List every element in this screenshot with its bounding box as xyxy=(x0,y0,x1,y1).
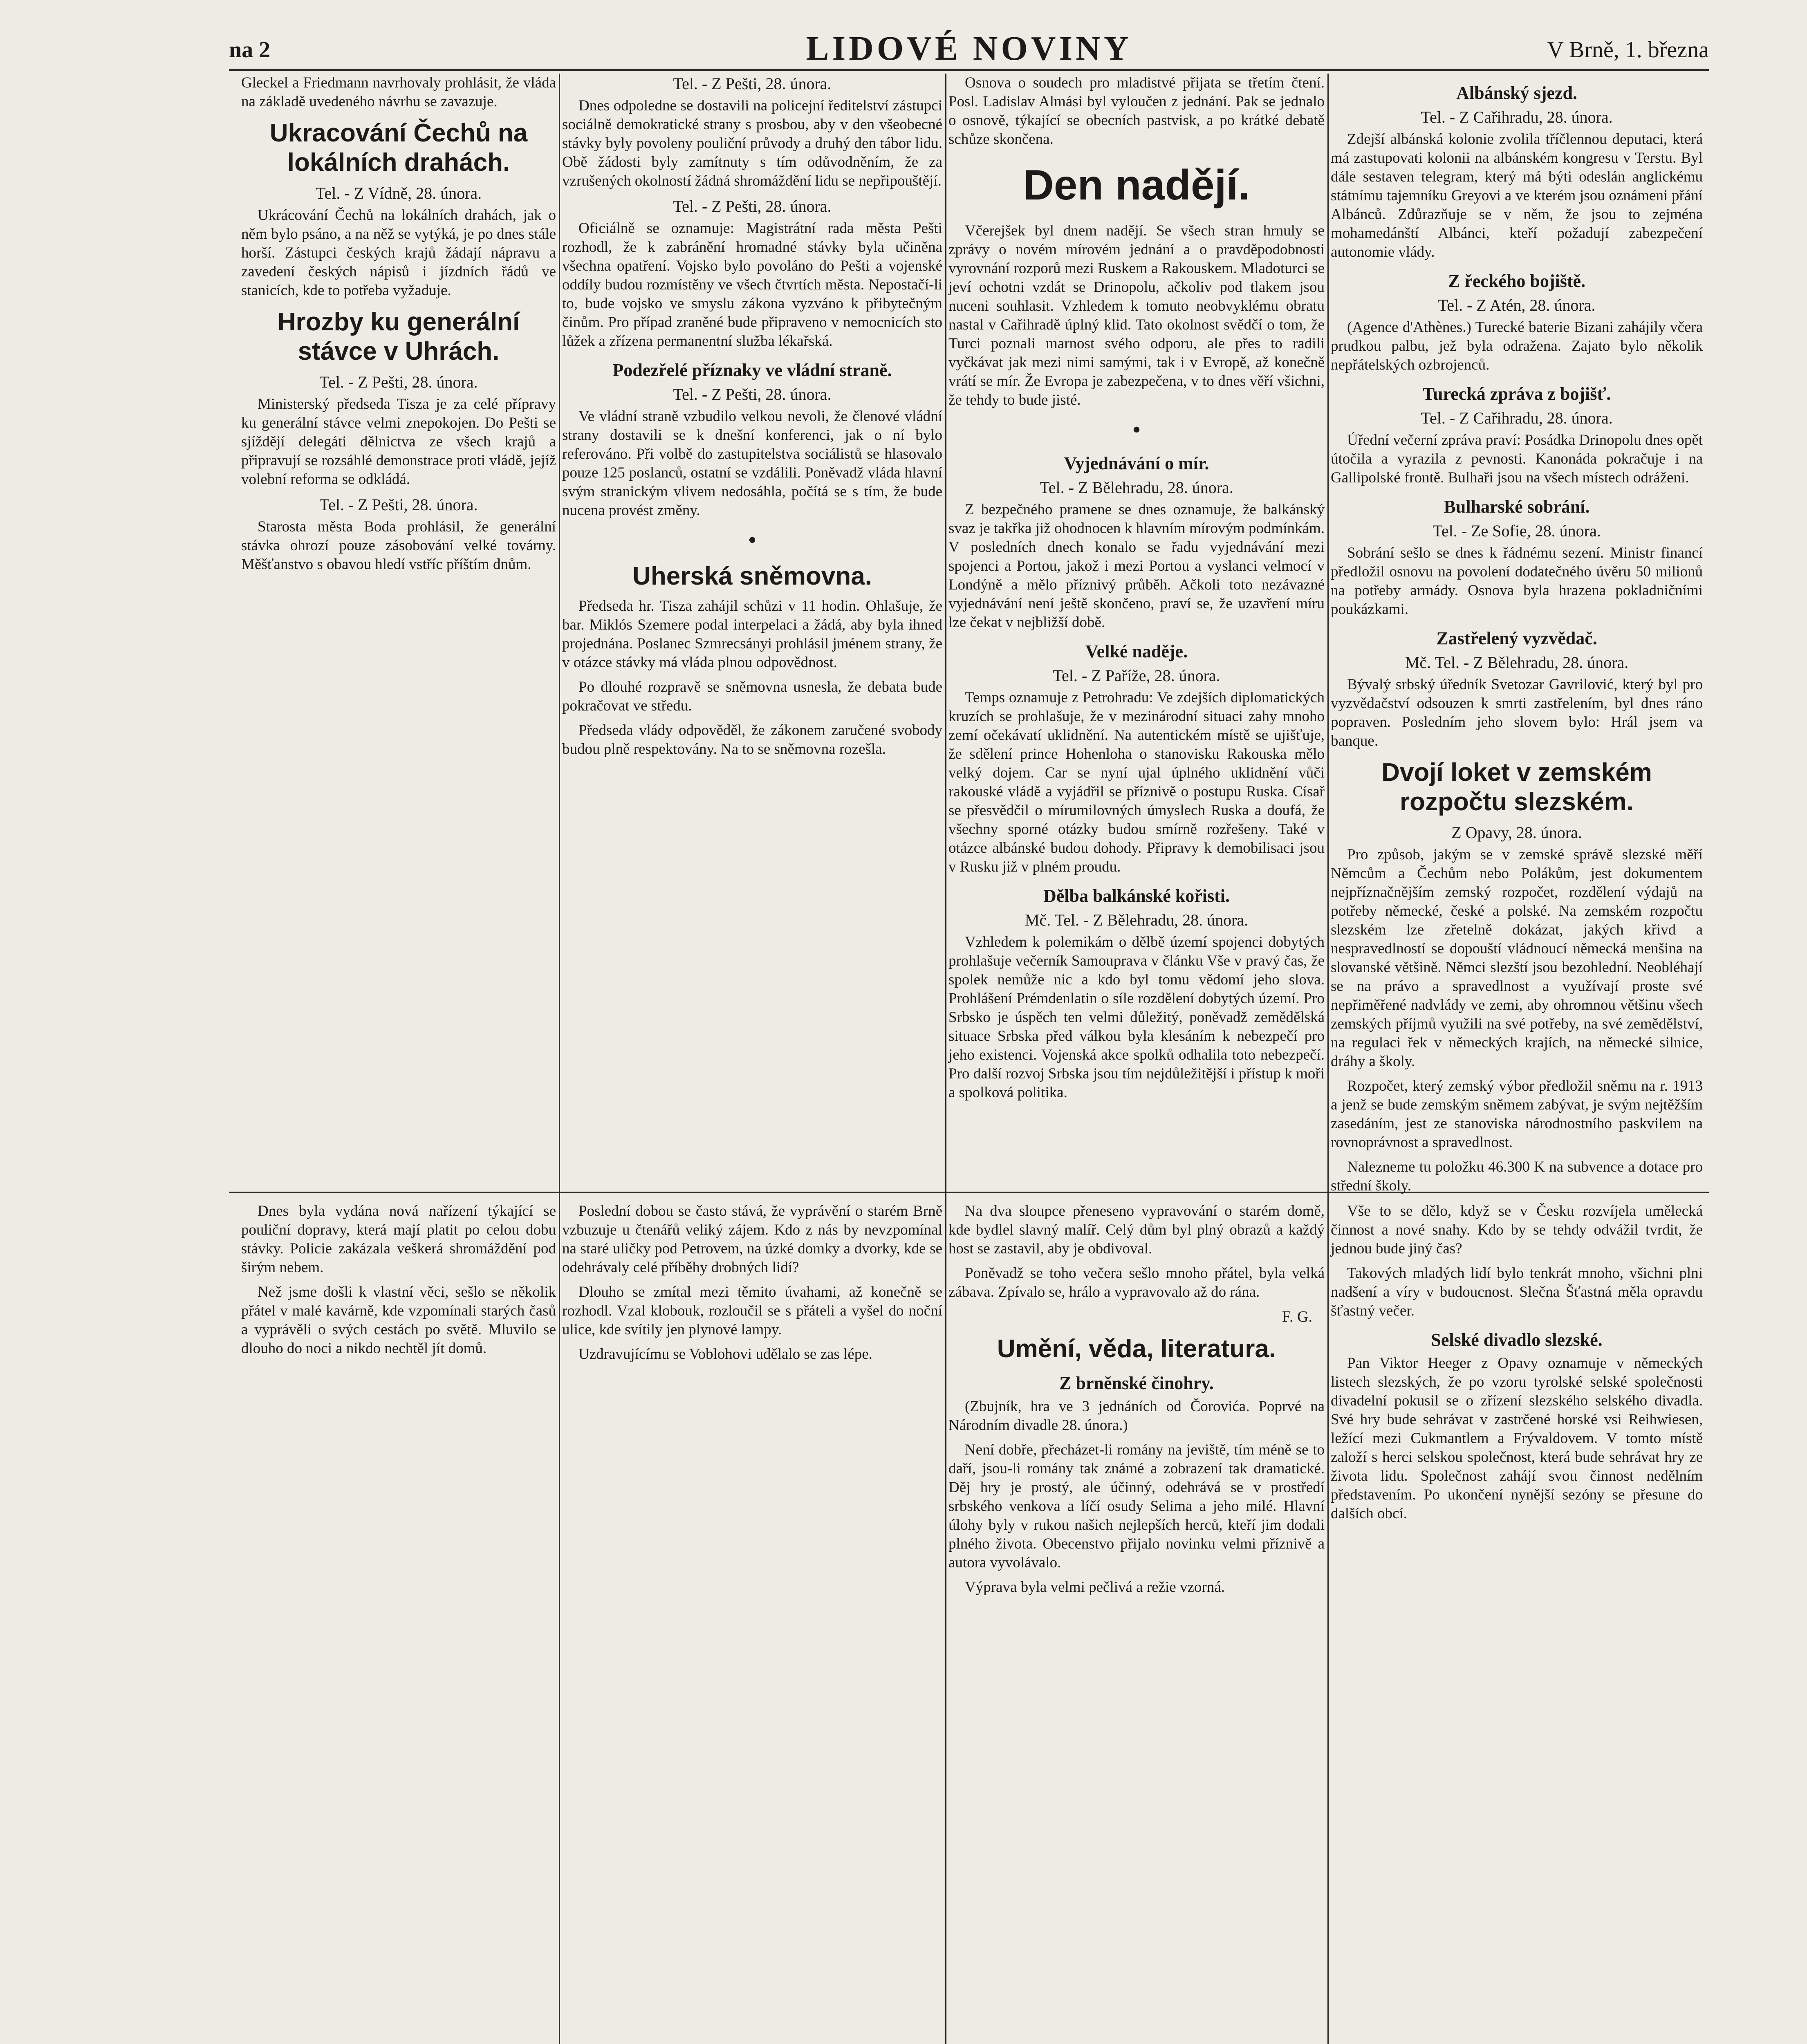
article-text: Temps oznamuje z Petrohradu: Ve zdejších diplomatických kruzích se prohlašuje, že v mezinárodní situaci zahy mnoho zemí očekávatí uklidnění. Na autentickém místě se ujišťuje, že sdělení prince Hohenloha o stanovisku Rakouska mělo velký dojem. Car se nyní ujal úplného uklidnění vůči rakouské vládě a vyjádřil se příznivě o postupu Ruska. Císař se přesvědčil o mírumilovných úmyslech Ruska a doufá, že všechny sporné otázky budou smírně rozřešeny. Také v otázce albánské budou dohody. Připravy k demobilisaci jsou v Rusku již v plném proudu. xyxy=(948,689,1325,875)
article-text: Ukrácování Čechů na lokálních drahách, jak o něm bylo psáno, a na něž se vytýká, je po dnes stále horší. Zástupci českých krajů žádají nápravu a zavedení českých nápisů i jízdních řádů ve stanicích, kde to potřeba vyžaduje. xyxy=(241,207,556,299)
headline: Den nadějí. xyxy=(1023,161,1250,209)
dateline: Tel. - Z Cařihradu, 28. února. xyxy=(1421,108,1613,126)
article-text: Poslední dobou se často stává, že vyprávění o starém Brně vzbuzuje u čtenářů veliký zájem. Kdo z nás by nevzpomínal na staré uličky pod Petrovem, na úzké domky a dvorky, kde se odehrávaly celé příběhy drobných lidí? xyxy=(562,1203,942,1276)
article-text: Starosta města Boda prohlásil, že generální stávka ohrozí pouze zásobování velké továrny. Měšťanstvo s obavou hledí vstříc příštím dnům. xyxy=(241,518,556,573)
article-text: (Zbujník, hra ve 3 jednáních od Čorovića. Poprvé na Národním divadle 28. února.) xyxy=(948,1398,1325,1434)
headline: Dvojí loket v zemském rozpočtu slezském. xyxy=(1381,758,1652,816)
article-text: Dnes odpoledne se dostavili na policejní ředitelství zástupci sociálně demokratické strany s prosbou, aby v den všeobecné stávky byly povoleny pouliční průvody a druhý den tábor lidu. Obě žádosti byly zamítnuty s tím odůvodněním, že za vzrušených okolností žádná shromáždění lidu se nepřipouštějí. xyxy=(562,97,942,189)
column-rule xyxy=(559,74,560,2044)
column-4-upper xyxy=(1331,74,1703,1194)
article-text: Včerejšek byl dnem nadějí. Se všech stran hrnuly se zprávy o novém mírovém jednání a o pravděpodobnosti vyrovnání rozporů mezi Ruskem a Rakouskem. Mladoturci se jeví ochotni vzdát se Drinopolu, ačkoliv pod tlakem jsou nuceni souhlasit. Vzhledem k tomuto neobvyklému obratu nastal v Cařihradě úplný klid. Tato okolnost svědčí o tom, že Turci poznali marnost svého odporu, ale přes to radili vyčkávat jak mezi nimi samými, tak i v Evropě, až konečně vrátí se mír. Že Evropa je zabezpečena, v to dnes věří všichni, že tehdy to bude jisté. xyxy=(948,222,1325,408)
article-text: Na dva sloupce přeneseno vypravování o starém domě, kde bydlel slavný malíř. Celý dům byl plný obrazů a každý host se zastavil, aby je obdivoval. xyxy=(948,1203,1325,1257)
column-2-lower xyxy=(562,1202,942,2044)
article-text: Než jsme došli k vlastní věci, sešlo se několik přátel v malé kavárně, kde vzpomínali starých časů a vyprávěli o svých cestách po světě. Mluvilo se dlouho do noci a nikdo nechtěl jít domů. xyxy=(241,1284,556,1357)
headline: Z řeckého bojiště. xyxy=(1448,271,1586,291)
dateline: Tel. - Z Pešti, 28. února. xyxy=(673,385,832,403)
column-1-lower xyxy=(241,1202,556,2044)
article-text: Není dobře, přecházet-li romány na jeviště, tím méně se to daří, jsou-li romány tak známé a zobrazení tak dramatické. Děj hry je prostý, ale účinný, odehrává se v prostředí srbského venkova a líčí osudy Selima a jeho milé. Hlavní úlohy byly v rukou našich nejlepších herců, kteří jim dodali plného života. Obecenstvo přijalo novinku velmi příznivě a autora vyvolávalo. xyxy=(948,1441,1325,1571)
column-3-lower xyxy=(948,1202,1325,2044)
article-text: Ve vládní straně vzbudilo velkou nevoli, že členové vládní strany dostavili se k dnešní konferenci, jak o ní bylo referováno. Při volbě do zastupitelstva sociálistů se hlasovalo pouze 125 poslanců, ostatní se vzdálili. Poněvadž vláda hlavní svým stranickým vlivem nedosáhla, počítá se s tím, že bude nucena provést změny. xyxy=(562,408,942,519)
headline: Ukracování Čechů na lokálních drahách. xyxy=(269,119,528,177)
dateline: Z Opavy, 28. února. xyxy=(1451,823,1582,842)
dateline: Mč. Tel. - Z Bělehradu, 28. února. xyxy=(1025,911,1249,929)
masthead-rule xyxy=(229,69,1709,71)
column-rule xyxy=(945,74,946,2044)
dateline: Tel. - Z Cařihradu, 28. února. xyxy=(1421,409,1613,427)
article-text: Osnova o soudech pro mladistvé přijata se třetím čtení. Posl. Ladislav Almási byl vyloučen z jednání. Pak se jednalo o osnově, týkající se obecních pastvisk, a po krátké debatě schůze skončena. xyxy=(948,74,1325,148)
article-text: Uzdravujícímu se Voblohovi udělalo se zas lépe. xyxy=(578,1346,872,1363)
article-text: Předseda vlády odpověděl, že zákonem zaručené svobody budou plně respektovány. Na to se sněmovna rozešla. xyxy=(562,722,942,758)
dateline: Tel. - Z Pešti, 28. února. xyxy=(673,197,832,215)
article-text: Výprava byla velmi pečlivá a režie vzorná. xyxy=(965,1579,1225,1596)
newspaper-name: LIDOVÉ NOVINY xyxy=(806,29,1132,67)
article-text: Po dlouhé rozpravě se sněmovna usnesla, že debata bude pokračovat ve středu. xyxy=(562,679,942,714)
issue-date: V Brně, 1. března xyxy=(1547,37,1709,63)
headline: Selské divadlo slezské. xyxy=(1431,1330,1603,1350)
headline: Podezřelé příznaky ve vládní straně. xyxy=(612,360,892,380)
article-text: Ministerský předseda Tisza je za celé přípravy ku generální stávce velmi znepokojen. Do Pešti se sjíždějí delegáti dělnictva ze všech krajů a připravují se rozsáhlé demonstrace proti vládě, jejíž volební reforma se odkládá. xyxy=(241,396,556,488)
separator-mark: • xyxy=(748,527,757,554)
article-text: Oficiálně se oznamuje: Magistrátní rada města Pešti rozhodl, že k zabránění hromadné stávky byla učiněna všechna opatření. Vojsko bylo povoláno do Pešti a vojenské oddíly budou rozmístěny ve všech čtvrtích města. Nepostačí-li to, bude vojsko ve smyslu zákona vyzváno k přibytečným činům. Pro případ zraněné bude připraveno v nemocnicích sto lůžek a zřízena permanentní služba lékařská. xyxy=(562,220,942,350)
headline: Turecká zpráva z bojišť. xyxy=(1422,384,1611,404)
headline: Z brněnské činohry. xyxy=(1059,1373,1214,1393)
dateline: Mč. Tel. - Z Bělehradu, 28. února. xyxy=(1405,653,1629,672)
article-text: Předseda hr. Tisza zahájil schůzi v 11 hodin. Ohlašuje, že bar. Miklós Szemere podal interpelaci a žádá, aby byla ihned projednána. Poslanec Szmrecsányi prohlásil jménem strany, že v otázce stávky má vláda plnou odpovědnost. xyxy=(562,598,942,671)
article-text: Bývalý srbský úředník Svetozar Gavrilović, který byl pro vyzvědačství odsouzen k smrti zastřelením, byl dnes ráno popraven. Posledním jeho slovem bylo: Hrál jsem va banque. xyxy=(1331,676,1703,749)
page-number: na 2 xyxy=(229,37,271,63)
column-2-upper xyxy=(562,74,942,1186)
article-text: Nalezneme tu položku 46.300 K na subvence a dotace pro střední školy. xyxy=(1331,1159,1703,1194)
dateline: Tel. - Z Atén, 28. února. xyxy=(1438,296,1596,314)
article-text: Úřední večerní zpráva praví: Posádka Drinopolu dnes opět útočila a vyrazila z pevnosti. Kanonáda pokračuje i na Gallipolské frontě. Bulhaři jsou na všech místech odráženi. xyxy=(1331,432,1703,486)
dateline: Tel. - Z Pešti, 28. února. xyxy=(673,74,832,93)
dateline: Tel. - Z Paříže, 28. února. xyxy=(1053,666,1220,685)
headline: Hrozby ku generální stávce v Uhrách. xyxy=(277,308,520,365)
column-3-upper xyxy=(948,74,1325,1186)
headline: Zastřelený vyzvědač. xyxy=(1436,628,1597,648)
article-text: Dlouho se zmítal mezi těmito úvahami, až konečně se rozhodl. Vzal klobouk, rozloučil se s přáteli a vyšel do noční ulice, kde svítily jen plynové lampy. xyxy=(562,1284,942,1338)
article-text: Vše to se dělo, když se v Česku rozvíjela umělecká činnost a nové snahy. Kdo by se tehdy odvážil tvrdit, že jednou bude jiný čas? xyxy=(1331,1203,1703,1257)
column-4-lower xyxy=(1331,1202,1703,2044)
dateline: Tel. - Z Bělehradu, 28. února. xyxy=(1040,478,1233,497)
dateline: Tel. - Z Pešti, 28. února. xyxy=(319,495,478,514)
article-text: (Agence d'Athènes.) Turecké baterie Bizani zahájily včera prudkou palbu, jež byla odražena. Zajato bylo několik nepřátelských ozbrojenců. xyxy=(1331,319,1703,373)
separator-mark: • xyxy=(1132,416,1141,443)
article-text: Gleckel a Friedmann navrhovaly prohlásit, že vláda na základě uvedeného návrhu se zavazuje. xyxy=(241,74,556,110)
article-text: Pro způsob, jakým se v zemské správě slezské měří Němcům a Čechům nebo Polákům, jest dokumentem nejpříznačnějším zemský rozpočet, rozdělení výdajů na potřeby německé, české a polské. Na zemském rozpočtu slezském lze zřetelně dokázat, jakých křivd a nespravedlností se dopouští vládnoucí německá menšina na slovanské většině. Němci slezští jsou bezohlední. Neobléhají se na právo a spravedlnost a využívají proste své nepřiměřené nadvlády ve zemi, aby ohromnou většinu všech zemských příjmů využili na své potřeby, na své zemědělství, na regulaci řek v německých krajích, na německé silnice, dráhy a školy. xyxy=(1331,846,1703,1070)
dateline: Tel. - Z Pešti, 28. února. xyxy=(319,373,478,391)
article-text: Takových mladých lidí bylo tenkrát mnoho, všichni plni nadšení a víry v budoucnost. Slečna Šťastná měla opravdu šťastný večer. xyxy=(1331,1265,1703,1319)
article-text: Dnes byla vydána nová nařízení týkající se pouliční dopravy, která mají platit po celou dobu stávky. Policie zakázala veškerá shromáždění pod širým nebem. xyxy=(241,1203,556,1276)
article-text: Z bezpečného pramene se dnes oznamuje, že balkánský svaz je takřka již ohodnocen k hlavním mírovým podmínkám. V posledních dnech konalo se řadu vyjednávání mezi spojenci a Portou, jakož i mezi Portou a vyslanci velmocí v Londýně a mělo příznivý průběh. Ačkoli toto nezávazné vyjednávání není ještě skončeno, praví se, že uzavření míru lze čekat v nejbližší době. xyxy=(948,501,1325,631)
article-text: Zdejší albánská kolonie zvolila tříčlennou deputaci, která má zastupovati kolonii na albánském kongresu v Terstu. Byl dále sestaven telegram, který má býti odeslán anglickému státnímu tajemníku Greyovi a ve kterém jsou oznámeni přání Albánců. Zdůrazňuje se v něm, že jsou to zejména mohamedánští Albánci, kteří požadují zabezpečení autonomie vlády. xyxy=(1331,131,1703,260)
article-text: Pan Viktor Heeger z Opavy oznamuje v německých listech slezských, že po vzoru tyrolské selské společnosti divadelní pokusil se o zřízení slezského selského divadla. Své hry bude sehrávat v zastrčené horské vsi Reihwiesen, ležící mezi Cukmantlem a Frývaldovem. V tomto místě založí s herci selskou společnost, která bude sehrávat hry ze života lidu. Společnost zahájí svou činnost nedělním představením. Po ukončení nynější sezóny se přesune do dalších obcí. xyxy=(1331,1355,1703,1522)
dateline: Tel. - Z Vídně, 28. února. xyxy=(315,184,482,202)
headline: Uherská sněmovna. xyxy=(632,562,872,590)
column-1-upper xyxy=(241,74,556,1186)
article-text: Poněvadž se toho večera sešlo mnoho přátel, byla velká zábava. Zpívalo se, hrálo a vypravovalo až do rána. xyxy=(948,1265,1325,1300)
article-text: Sobrání sešlo se dnes k řádnému sezení. Ministr financí předložil osnovu na povolení dodatečného úvěru 50 milionů na potřeby armády. Osnova byla hrazena pokladničními poukázkami. xyxy=(1331,545,1703,618)
headline: Albánský sjezd. xyxy=(1456,83,1577,103)
headline: Velké naděje. xyxy=(1085,641,1188,661)
column-rule xyxy=(1327,74,1329,2044)
section-headline: Umění, věda, literatura. xyxy=(997,1335,1276,1363)
masthead xyxy=(229,29,1709,74)
headline: Vyjednávání o mír. xyxy=(1064,453,1209,473)
article-text: Rozpočet, který zemský výbor předložil sněmu na r. 1913 a jenž se bude zemským sněmem zabývat, je svým nejtěžším zasedáním, jest ze stanoviska národnostního paskvilem na rovnoprávnost a spravedlnost. xyxy=(1331,1078,1703,1151)
article-text: Vzhledem k polemikám o dělbě území spojenci dobytých prohlašuje večerník Samouprava v článku Vše v pravý čas, že spolek nemůže nic a kdo byl tomu vědomí jeho slova. Prohlášení Prémdenlatin o síle rozdělení dobytých území. Pro Srbsko je úspěch ten velmi důležitý, poněvadž zemědělská situace Srbska před válkou byla klesáním k nebezpečí pro jeho existenci. Vojenská akce spolků odhalila toto nebezpečí. Pro další rozvoj Srbska jsou tím nejdůležitější i přístup k moři a spolková politika. xyxy=(948,934,1325,1101)
headline: Bulharské sobrání. xyxy=(1444,497,1590,517)
headline: Dělba balkánské kořisti. xyxy=(1043,886,1230,906)
author-signature: F. G. xyxy=(1282,1308,1312,1325)
dateline: Tel. - Ze Sofie, 28. února. xyxy=(1433,522,1601,540)
